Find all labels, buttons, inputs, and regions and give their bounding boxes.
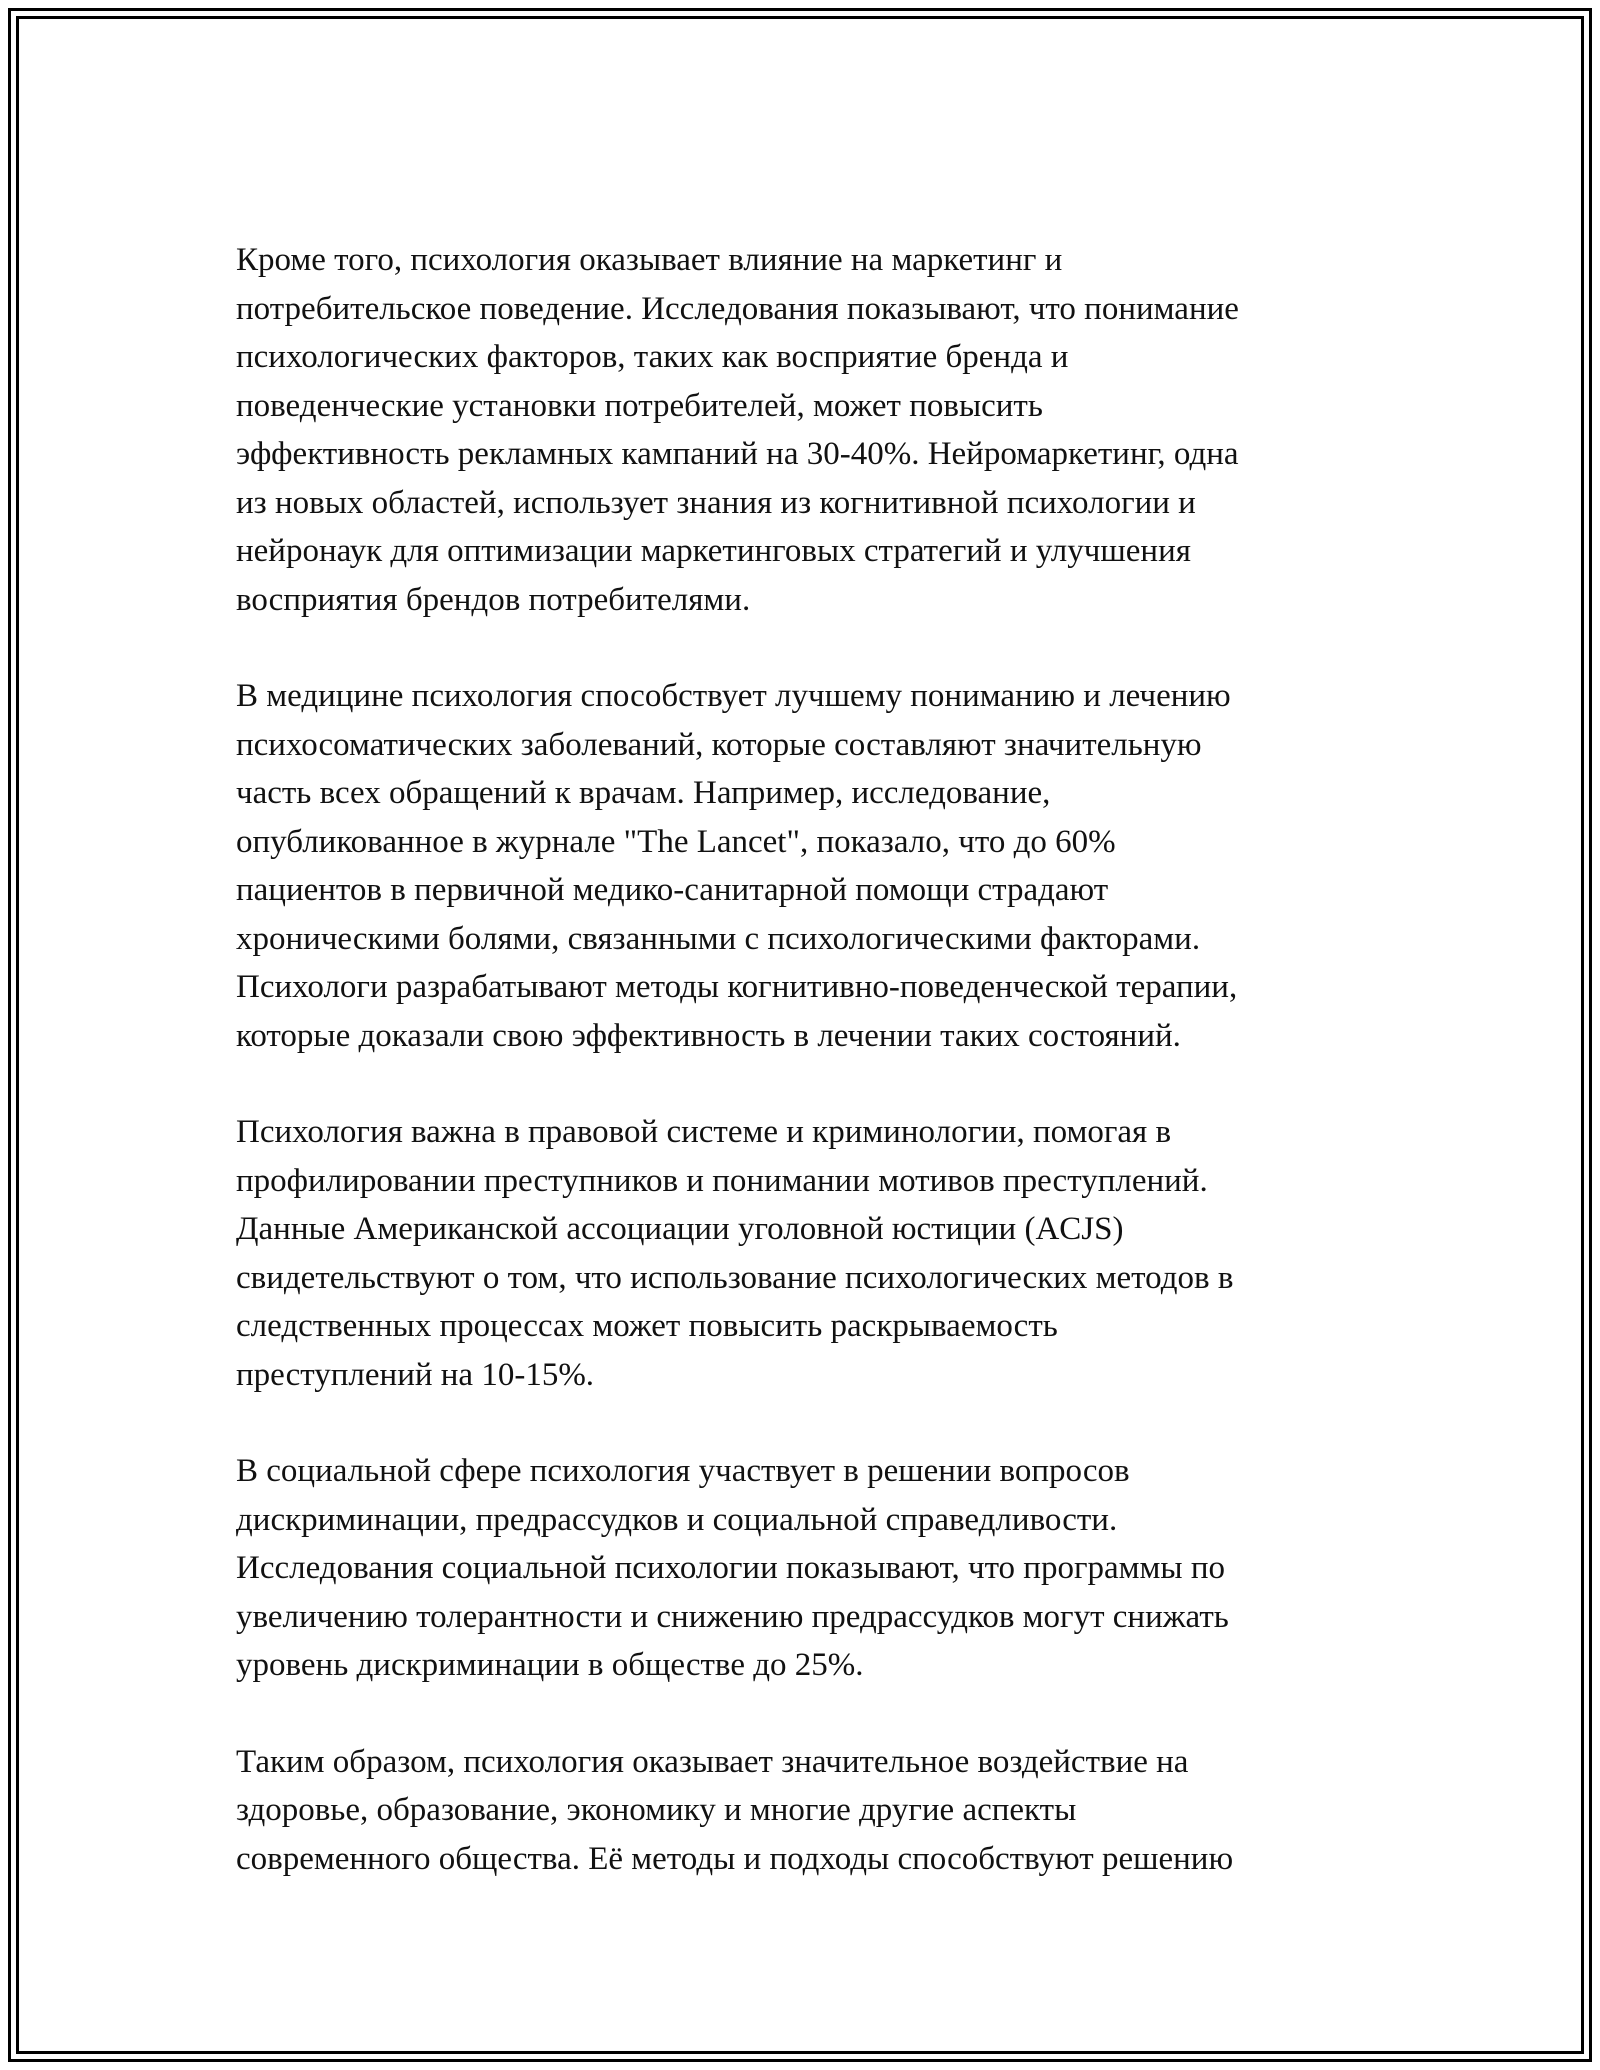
paragraph-marketing [236,236,1366,624]
text-line: профилировании преступников и понимании мотивов преступлений. [236,1162,1208,1199]
paragraph-social [236,1447,1366,1690]
text-line: психологических факторов, таких как восприятие бренда и [236,339,1069,375]
text-line: современного общества. Её методы и подходы способствуют решению [236,1840,1234,1877]
text-line: Таким образом, психология оказывает значительное воздействие на [236,1743,1189,1780]
text-line: поведенческие установки потребителей, может повысить [236,387,1043,424]
text-line: хроническими болями, связанными с психологическими факторами. [236,920,1201,957]
text-line: из новых областей, использует знания из когнитивной психологии и [236,484,1196,521]
text-line: которые доказали свою эффективность в лечении таких состояний. [236,1017,1181,1054]
text-line: увеличению толерантности и снижению предрассудков могут снижать [236,1598,1229,1635]
text-line: восприятия брендов потребителями. [236,581,751,618]
text-line: психосоматических заболеваний, которые составляют значительную [236,726,1202,763]
text-line: В медицине психология способствует лучшему пониманию и лечению [236,678,1231,714]
text-line: дискриминации, предрассудков и социальной справедливости. [236,1501,1118,1538]
text-line: потребительское поведение. Исследования показывают, что понимание [236,290,1239,327]
text-line: здоровье, образование, экономику и многие другие аспекты [236,1792,1077,1828]
text-line: Кроме того, психология оказывает влияние на маркетинг и [236,242,1063,278]
document-body [236,236,1366,1931]
paragraph-medicine [236,672,1366,1060]
text-line: В социальной сфере психология участвует в решении вопросов [236,1453,1130,1489]
text-line: Данные Американской ассоциации уголовной юстиции (ACJS) [236,1211,1124,1247]
text-line: эффективность рекламных кампаний на 30-40%. Нейромаркетинг, одна [236,436,1239,472]
text-line: преступлений на 10-15%. [236,1356,595,1393]
paragraph-conclusion [236,1738,1366,1884]
text-line: Психологи разрабатывают методы когнитивно-поведенческой терапии, [236,969,1238,1005]
text-line: Исследования социальной психологии показывают, что программы по [236,1550,1226,1586]
text-line: пациентов в первичной медико-санитарной помощи страдают [236,872,1109,908]
text-line: Психология важна в правовой системе и криминологии, помогая в [236,1114,1172,1150]
text-line: свидетельствуют о том, что использование психологических методов в [236,1259,1234,1296]
text-line: следственных процессах может повысить раскрываемость [236,1308,1058,1344]
text-line: опубликованное в журнале "The Lancet", показало, что до 60% [236,823,1116,860]
text-line: часть всех обращений к врачам. Например, исследование, [236,775,1051,811]
text-line: уровень дискриминации в обществе до 25%. [236,1647,864,1683]
paragraph-legal [236,1108,1366,1399]
text-line: нейронаук для оптимизации маркетинговых стратегий и улучшения [236,533,1191,569]
